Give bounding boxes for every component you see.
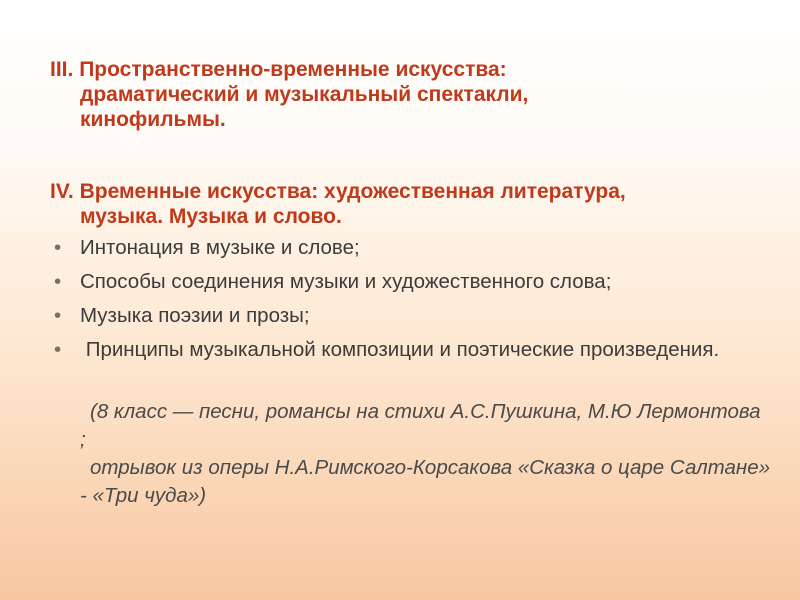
bullet-icon: • <box>54 236 62 259</box>
list-item-text: Принципы музыкальной композиции и поэтические произведения. <box>80 338 720 361</box>
example-note: (8 класс — песни, романсы на стихи А.С.Пушкина, М.Ю Лермонтова ; <box>80 400 761 451</box>
section-number: IV. <box>50 180 74 203</box>
list-item <box>50 268 770 296</box>
list-item-text: Интонация в музыке и слове; <box>80 236 360 259</box>
bullet-icon: • <box>54 338 62 361</box>
section-title-line: кинофильмы. <box>80 108 226 131</box>
section-title-line: Временные искусства: художественная литература, <box>79 180 626 203</box>
section-number: III. <box>50 58 74 81</box>
topic-list <box>50 234 770 370</box>
section-heading-4 <box>50 179 770 229</box>
section-heading-3 <box>50 57 770 132</box>
section-title-line: музыка. Музыка и слово. <box>80 205 342 228</box>
section-title-line: драматический и музыкальный спектакли, <box>80 83 529 106</box>
example-note: отрывок из оперы Н.А.Римского-Корсакова «Сказка о царе Салтане» - «Три чуда») <box>80 456 771 507</box>
list-item-text: Способы соединения музыки и художественного слова; <box>80 270 612 293</box>
list-item-text: Музыка поэзии и прозы; <box>80 304 310 327</box>
list-item <box>50 336 770 364</box>
bullet-icon: • <box>54 270 62 293</box>
list-item <box>50 234 770 262</box>
list-item <box>50 302 770 330</box>
bullet-icon: • <box>54 304 62 327</box>
section-title-line: Пространственно-временные искусства: <box>79 58 507 81</box>
